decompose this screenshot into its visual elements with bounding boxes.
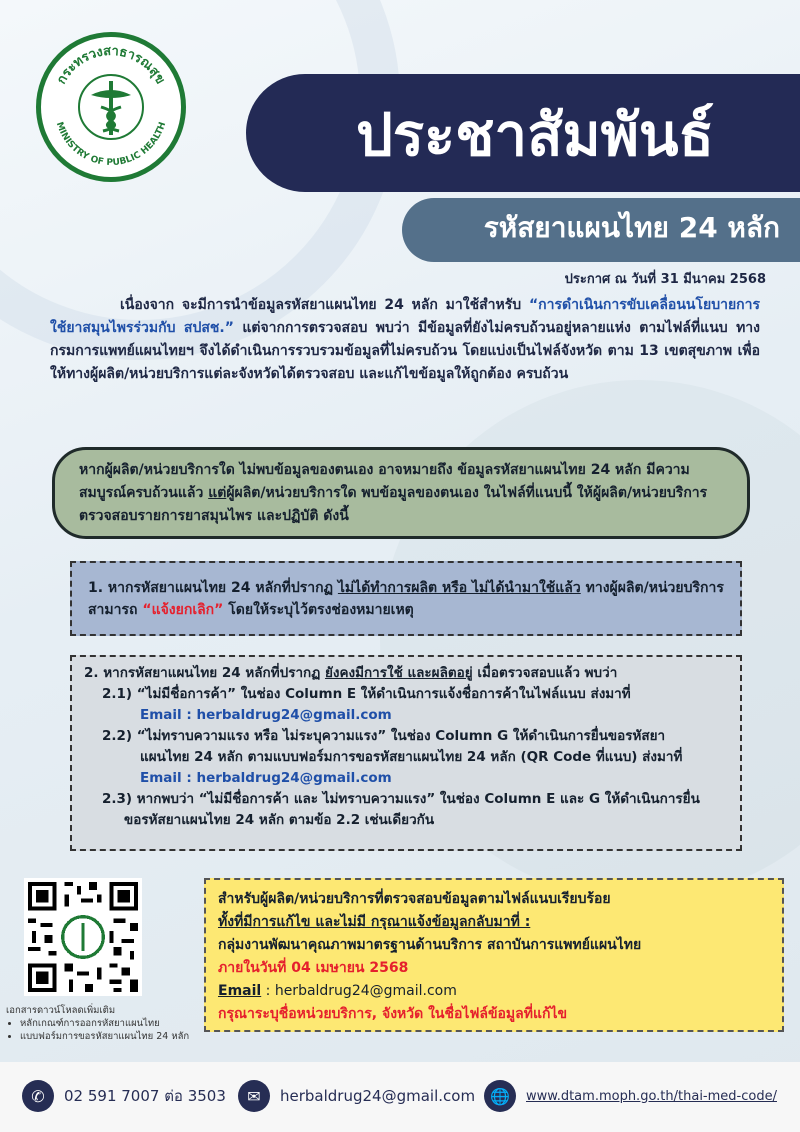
logo-text-thai: กระทรวงสาธารณสุข (54, 43, 168, 87)
notice-underline: แต่ (208, 485, 227, 501)
box2-item-3a: 2.3) หากพบว่า “ไม่มีชื่อการค้า และ ไม่ทราบความแรง” ในช่อง Column E และ G ให้ดำเนินการยื่น (102, 791, 700, 807)
box2-item-3b: ขอรหัสยาแผนไทย 24 หลัก ตามข้อ 2.2 เช่นเดียวกัน (124, 812, 435, 828)
moph-emblem-icon (41, 37, 181, 177)
intro-text-1: เนื่องจาก จะมีการนำข้อมูลรหัสยาแผนไทย 24 หลัก มาใช้สำหรับ (120, 297, 529, 313)
contact-box (204, 878, 784, 1032)
announcement-date: ประกาศ ณ วันที่ 31 มีนาคม 2568 (564, 272, 766, 287)
footer-email[interactable] (238, 1080, 475, 1112)
notice-text-1: หากผู้ผลิต/หน่วยบริการใด ไม่พบข้อมูลของตนเอง อาจหมายถึง ข้อมูลรหัสยาแผนไทย 24 หลัก มีความสมบูรณ์ครบถ้วนแล้ว (79, 462, 690, 501)
footer-phone-text: 02 591 7007 ต่อ 3503 (64, 1087, 226, 1105)
download-item[interactable]: • หลักเกณฑ์การออกรหัสยาแผนไทย (20, 1017, 196, 1030)
contact-email-label: Email (218, 983, 262, 999)
page-title: ประชาสัมพันธ์ (356, 101, 714, 169)
notice-text-2: ผู้ผลิต/หน่วยบริการใด พบข้อมูลของตนเอง ในไฟล์ที่แนบนี้ ให้ผู้ผลิต/หน่วยบริการ ตรวจสอบรายการยาสมุนไพร และปฏิบัติ ดังนี้ (79, 485, 708, 524)
instruction-box-2 (70, 655, 742, 851)
contact-email[interactable] (218, 980, 770, 1003)
box1-cancel-label: “แจ้งยกเลิก” (142, 602, 224, 618)
intro-paragraph (50, 294, 760, 386)
moph-logo (36, 32, 186, 182)
downloads-list (6, 1017, 196, 1043)
footer-website[interactable] (484, 1080, 777, 1112)
mail-icon: ✉ (238, 1080, 270, 1112)
page-subtitle: รหัสยาแผนไทย 24 หลัก (483, 211, 780, 244)
downloads-title: เอกสารดาวน์โหลดเพิ่มเติม (6, 1005, 116, 1016)
box2-email-1[interactable]: Email : herbaldrug24@gmail.com (140, 707, 392, 723)
box2-underline: ยังคงมีการใช้ และผลิตอยู่ (324, 665, 473, 681)
download-item[interactable]: • แบบฟอร์มการขอรหัสยาแผนไทย 24 หลัก (20, 1030, 196, 1043)
contact-deadline: ภายในวันที่ 04 เมษายน 2568 (218, 960, 409, 976)
box1-text-2: ทางผู้ผลิต/หน่วยบริการสามารถ (88, 580, 724, 618)
contact-line-2: ทั้งที่มีการแก้ไข และไม่มี กรุณาแจ้งข้อมูลกลับมาที่ : (218, 914, 531, 930)
qr-code[interactable] (24, 878, 142, 996)
phone-icon: ✆ (22, 1080, 54, 1112)
footer-phone[interactable] (22, 1080, 226, 1112)
box1-text-1: 1. หากรหัสยาแผนไทย 24 หลักที่ปรากฏ (88, 580, 338, 596)
logo-text-english: MINISTRY OF PUBLIC HEALTH (53, 120, 169, 169)
qr-code-icon (24, 878, 142, 996)
downloads-section (6, 1004, 196, 1043)
box2-item-2b: แผนไทย 24 หลัก ตามแบบฟอร์มการขอรหัสยาแผนไทย 24 หลัก (QR Code ที่แนบ) ส่งมาที่ (140, 749, 683, 765)
box2-heading (84, 663, 728, 684)
contact-line-1: สำหรับผู้ผลิต/หน่วยบริการที่ตรวจสอบข้อมูลตามไฟล์แนบเรียบร้อย (218, 891, 611, 907)
globe-icon: 🌐 (484, 1080, 516, 1112)
box1-text-3: โดยให้ระบุไว้ตรงช่องหมายเหตุ (223, 602, 414, 618)
contact-line-3: กลุ่มงานพัฒนาคุณภาพมาตรฐานด้านบริการ สถาบันการแพทย์แผนไทย (218, 937, 642, 953)
box2-text-1: 2. หากรหัสยาแผนไทย 24 หลักที่ปรากฏ (84, 665, 325, 681)
footer-website-text[interactable]: www.dtam.moph.go.th/thai-med-code/ (526, 1088, 777, 1104)
instruction-box-1 (70, 561, 742, 636)
intro-highlight: “การดำเนินการขับเคลื่อนนโยบายการใช้ยาสมุนไพรร่วมกับ สปสช.” (50, 297, 760, 336)
box2-text-2: เมื่อตรวจสอบแล้ว พบว่า (472, 665, 618, 681)
box2-email-2[interactable]: Email : herbaldrug24@gmail.com (140, 770, 392, 786)
intro-text-2: แต่จากการตรวจสอบ พบว่า มีข้อมูลที่ยังไม่ครบถ้วนอยู่หลายแห่ง ตามไฟล์ที่แนบ ทางกรมการแพทย์แผนไทยฯ จึงได้ดำเนินการรวบรวมข้อมูลที่ไม่ครบถ้วน โดยแบ่งเป็นไฟล์จังหวัด ตาม 13 เขตสุขภาพ เพื่อให้ทางผู้ผลิต/หน่วยบริการแต่ละจังหวัดได้ตรวจสอบ และแก้ไขข้อมูลให้ถูกต้อง ครบถ้วน (50, 320, 760, 382)
box2-item-2a: 2.2) “ไม่ทราบความแรง หรือ ไม่ระบุความแรง” ในช่อง Column G ให้ดำเนินการยื่นขอรหัสยา (102, 728, 666, 744)
notice-box (52, 447, 750, 539)
contact-email-value[interactable]: : herbaldrug24@gmail.com (261, 983, 457, 999)
box2-item-1: 2.1) “ไม่มีชื่อการค้า” ในช่อง Column E ให้ดำเนินการแจ้งชื่อการค้าในไฟล์แนบ ส่งมาที่ (102, 686, 631, 702)
footer-email-text: herbaldrug24@gmail.com (280, 1087, 476, 1105)
box1-underline: ไม่ได้ทำการผลิต หรือ ไม่ได้นำมาใช้แล้ว (337, 580, 581, 596)
contact-line-6: กรุณาระบุชื่อหน่วยบริการ, จังหวัด ในชื่อไฟล์ข้อมูลที่แก้ไข (218, 1006, 568, 1022)
